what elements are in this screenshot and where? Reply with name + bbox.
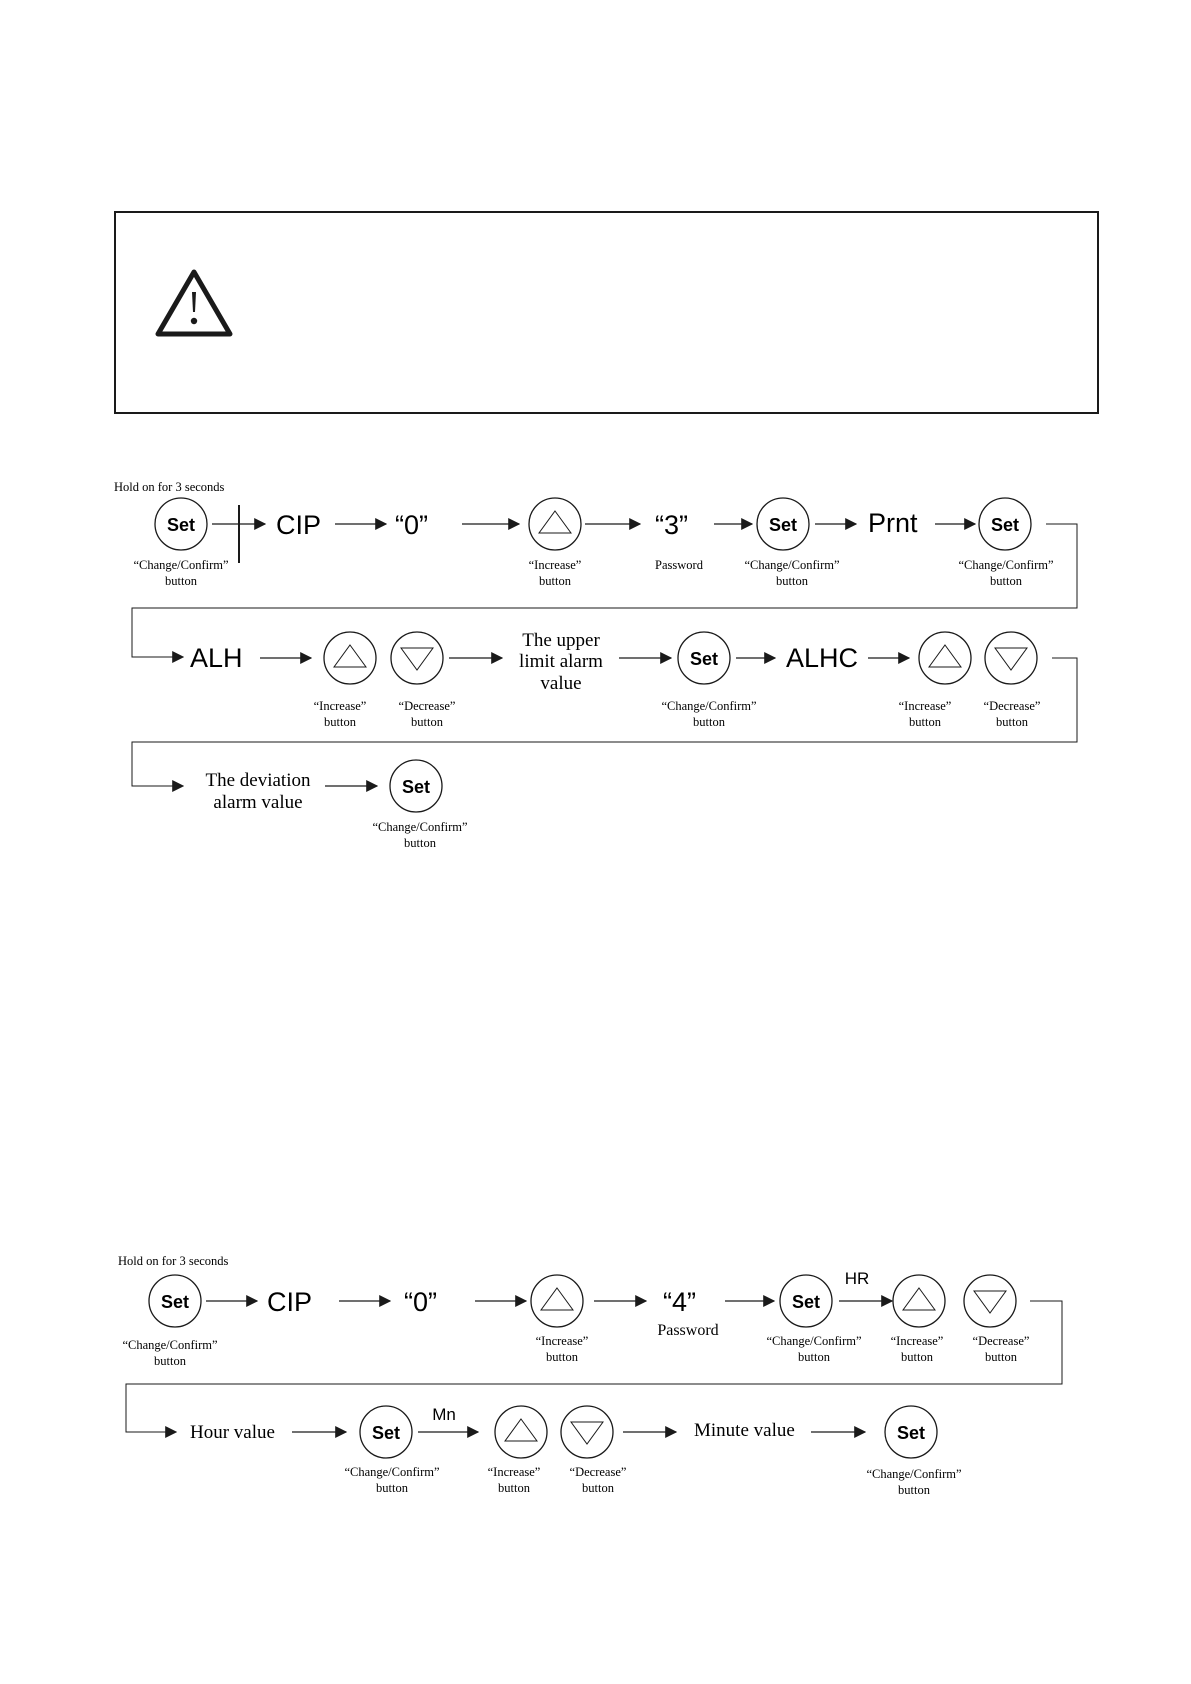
button-caption: button [165,574,197,588]
set-label: Set [401,777,431,797]
increase-button[interactable] [324,632,376,684]
hold-label: Hold on for 3 seconds [114,480,225,494]
set-button[interactable] [360,1406,412,1458]
display-code-cip: CIP [276,510,322,540]
set-button[interactable] [979,498,1031,550]
deviation-label: alarm value [213,792,303,813]
set-button[interactable] [757,498,809,550]
increase-button[interactable] [495,1406,547,1458]
button-caption: “Change/Confirm” [766,1334,862,1348]
button-caption: button [901,1350,933,1364]
button-caption: button [411,715,443,729]
display-value-zero: “0” [395,510,428,540]
button-caption: button [798,1350,830,1364]
button-caption: “Decrease” [972,1334,1030,1348]
minute-value-label: Minute value [694,1420,795,1441]
button-caption: “Increase” [528,558,582,572]
hour-value-label: Hour value [190,1422,275,1443]
button-caption: “Change/Confirm” [744,558,840,572]
password-label: Password [657,1322,719,1339]
button-caption: “Change/Confirm” [661,699,757,713]
set-button[interactable] [390,760,442,812]
deviation-label: The deviation [205,770,311,791]
hold-label: Hold on for 3 seconds [118,1254,229,1268]
display-code-prnt: Prnt [868,508,918,538]
flow-2 [118,1254,1062,1497]
set-button[interactable] [780,1275,832,1327]
button-caption: button [376,1481,408,1495]
button-caption: “Change/Confirm” [133,558,229,572]
increase-button[interactable] [529,498,581,550]
button-caption: “Decrease” [983,699,1041,713]
set-label: Set [689,649,719,669]
upper-limit-label: value [540,673,582,694]
set-button[interactable] [155,498,207,550]
button-caption: button [776,574,808,588]
button-caption: “Increase” [313,699,367,713]
button-caption: “Increase” [890,1334,944,1348]
decrease-button[interactable] [985,632,1037,684]
button-caption: “Decrease” [398,699,456,713]
button-caption: button [404,836,436,850]
button-caption: “Increase” [898,699,952,713]
button-caption: button [324,715,356,729]
display-value-three: “3” [655,510,688,540]
increase-button[interactable] [531,1275,583,1327]
display-value-zero: “0” [404,1287,437,1317]
password-label: Password [655,558,703,572]
button-caption: button [498,1481,530,1495]
warning-box [115,212,1098,413]
hr-label: HR [844,1269,870,1288]
button-caption: “Increase” [535,1334,589,1348]
display-value-four: “4” [663,1287,696,1317]
upper-limit-label: The upper [522,630,600,651]
button-caption: button [990,574,1022,588]
increase-button[interactable] [893,1275,945,1327]
upper-limit-label: limit alarm [519,651,603,672]
flow-1 [114,480,1077,850]
button-caption: “Decrease” [569,1465,627,1479]
set-button[interactable] [678,632,730,684]
set-label: Set [768,515,798,535]
display-code-alhc: ALHC [786,643,859,673]
button-caption: “Change/Confirm” [122,1338,218,1352]
button-caption: button [898,1483,930,1497]
button-caption: “Change/Confirm” [344,1465,440,1479]
button-caption: button [154,1354,186,1368]
mn-label: Mn [432,1405,456,1424]
set-button[interactable] [149,1275,201,1327]
button-caption: “Change/Confirm” [372,820,468,834]
button-caption: button [909,715,941,729]
button-caption: button [985,1350,1017,1364]
decrease-button[interactable] [964,1275,1016,1327]
warning-triangle-icon [158,272,230,334]
display-code-alh: ALH [190,643,243,673]
set-label: Set [896,1423,926,1443]
button-caption: button [693,715,725,729]
decrease-button[interactable] [561,1406,613,1458]
button-caption: button [582,1481,614,1495]
set-label: Set [990,515,1020,535]
button-caption: “Change/Confirm” [958,558,1054,572]
increase-button[interactable] [919,632,971,684]
button-caption: button [539,574,571,588]
button-caption: “Change/Confirm” [866,1467,962,1481]
button-caption: button [546,1350,578,1364]
set-label: Set [791,1292,821,1312]
set-label: Set [166,515,196,535]
button-caption: “Increase” [487,1465,541,1479]
set-label: Set [160,1292,190,1312]
set-label: Set [371,1423,401,1443]
display-code-cip: CIP [267,1287,313,1317]
button-caption: button [996,715,1028,729]
set-button[interactable] [885,1406,937,1458]
decrease-button[interactable] [391,632,443,684]
